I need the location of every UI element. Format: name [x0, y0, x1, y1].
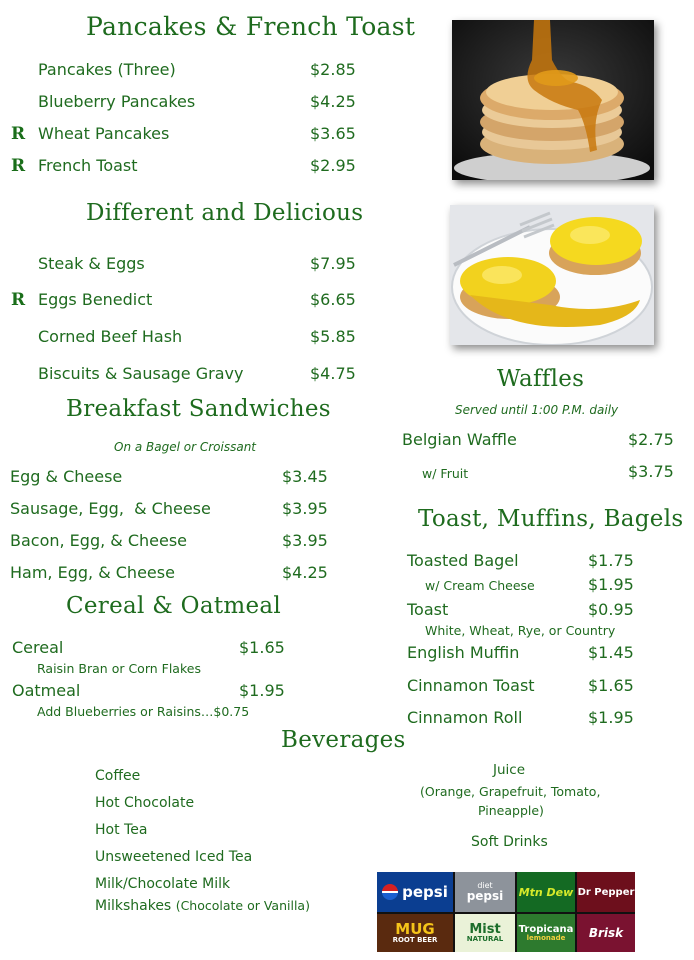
- menu-item-name: English Muffin: [407, 643, 520, 662]
- menu-item-price: $4.25: [282, 563, 328, 582]
- diet-pepsi-text: pepsi: [466, 889, 504, 903]
- menu-item-name: w/ Fruit: [422, 466, 469, 481]
- menu-item-price: $6.65: [310, 290, 356, 309]
- menu-item-price: $1.75: [588, 551, 634, 570]
- menu-item-price: $5.85: [310, 327, 356, 346]
- recommended-mark-icon: R: [11, 156, 26, 176]
- toast-heading: Toast, Muffins, Bagels: [418, 506, 684, 532]
- beverage-item: Coffee: [95, 768, 141, 784]
- eggs-benedict-photo: [450, 205, 654, 345]
- menu-item-price: $3.65: [310, 124, 356, 143]
- menu-item-name: Egg & Cheese: [10, 467, 123, 486]
- pepsi-globe-icon: [382, 884, 398, 900]
- menu-item-name: Cinnamon Toast: [407, 676, 535, 695]
- menu-item-name: Oatmeal: [12, 681, 81, 700]
- menu-item-name: Sausage, Egg, & Cheese: [10, 499, 211, 518]
- diet-pepsi-small-text: diet: [477, 881, 493, 890]
- menu-item-price: $7.95: [310, 254, 356, 273]
- menu-item-name: Pancakes (Three): [38, 60, 176, 79]
- menu-item-price: $2.75: [628, 430, 674, 449]
- menu-item-name: w/ Cream Cheese: [425, 578, 535, 593]
- menu-item-name: Biscuits & Sausage Gravy: [38, 364, 244, 383]
- beverage-item: Hot Chocolate: [95, 795, 195, 811]
- soda-logos-panel: [377, 872, 635, 952]
- menu-item-price: $3.95: [282, 531, 328, 550]
- menu-item-price: $3.75: [628, 462, 674, 481]
- menu-item-price: $1.45: [588, 643, 634, 662]
- menu-item-price: $3.45: [282, 467, 328, 486]
- menu-item-price: $2.95: [310, 156, 356, 175]
- recommended-mark-icon: R: [11, 124, 26, 144]
- mtn-dew-logo: Mtn Dew: [517, 872, 575, 912]
- diet-pepsi-logo: [455, 872, 515, 912]
- menu-item-name: Ham, Egg, & Cheese: [10, 563, 175, 582]
- mug-logo-text: MUG: [395, 920, 435, 938]
- menu-item-price: $4.75: [310, 364, 356, 383]
- menu-item-name: Wheat Pancakes: [38, 124, 170, 143]
- menu-item-price: $0.95: [588, 600, 634, 619]
- pancakes-photo: [452, 20, 654, 180]
- menu-item-price: $1.95: [588, 575, 634, 594]
- juice-detail: (Orange, Grapefruit, Tomato,: [420, 784, 601, 799]
- menu-item-name: Eggs Benedict: [38, 290, 153, 309]
- menu-item-name: Cinnamon Roll: [407, 708, 523, 727]
- brisk-logo: Brisk: [577, 914, 635, 952]
- juice-detail: Pineapple): [478, 803, 544, 818]
- sierra-mist-subtext: NATURAL: [466, 935, 504, 943]
- menu-item-detail: Add Blueberries or Raisins…$0.75: [37, 704, 250, 719]
- tropicana-logo: [517, 914, 575, 952]
- waffles-note: Served until 1:00 P.M. daily: [455, 403, 619, 417]
- menu-item-name: Steak & Eggs: [38, 254, 145, 273]
- menu-item-name: Corned Beef Hash: [38, 327, 183, 346]
- menu-item-name: Bacon, Egg, & Cheese: [10, 531, 188, 550]
- beverages-heading: Beverages: [281, 727, 406, 753]
- milkshakes-label: Milkshakes: [95, 898, 172, 914]
- menu-item-detail: Raisin Bran or Corn Flakes: [37, 661, 201, 676]
- milkshakes-note: (Chocolate or Vanilla): [175, 898, 310, 913]
- pepsi-logo: [377, 872, 453, 912]
- cereal-heading: Cereal & Oatmeal: [66, 593, 282, 619]
- menu-item-price: $1.65: [239, 638, 285, 657]
- beverage-item: [95, 898, 310, 914]
- pepsi-logo-text: pepsi: [402, 883, 448, 901]
- menu-item-name: Toasted Bagel: [407, 551, 519, 570]
- sandwiches-heading: Breakfast Sandwiches: [66, 396, 331, 422]
- pancakes-heading: Pancakes & French Toast: [86, 12, 416, 41]
- sierra-mist-text: Mist: [469, 922, 501, 937]
- menu-item-name: French Toast: [38, 156, 138, 175]
- soft-drinks-label: Soft Drinks: [471, 834, 548, 850]
- sierra-mist-logo: [455, 914, 515, 952]
- beverage-item: Hot Tea: [95, 822, 148, 838]
- different-heading: Different and Delicious: [86, 200, 364, 226]
- menu-item-name: Toast: [407, 600, 449, 619]
- menu-item-name: Cereal: [12, 638, 64, 657]
- menu-item-detail: White, Wheat, Rye, or Country: [425, 623, 616, 638]
- mug-logo-subtext: ROOT BEER: [392, 936, 438, 944]
- menu-item-price: $2.85: [310, 60, 356, 79]
- menu-item-name: Blueberry Pancakes: [38, 92, 196, 111]
- tropicana-text: Tropicana: [518, 923, 574, 935]
- menu-item-price: $1.65: [588, 676, 634, 695]
- tropicana-subtext: lemonade: [526, 933, 566, 942]
- juice-label: Juice: [493, 762, 526, 778]
- recommended-mark-icon: R: [11, 290, 26, 310]
- menu-item-price: $1.95: [588, 708, 634, 727]
- sandwiches-note: On a Bagel or Croissant: [114, 440, 257, 454]
- beverage-item: Unsweetened Iced Tea: [95, 849, 253, 865]
- menu-item-price: $1.95: [239, 681, 285, 700]
- menu-item-price: $3.95: [282, 499, 328, 518]
- mug-root-beer-logo: [377, 914, 453, 952]
- menu-item-name: Belgian Waffle: [402, 430, 517, 449]
- menu-item-price: $4.25: [310, 92, 356, 111]
- dr-pepper-logo: Dr Pepper: [577, 872, 635, 912]
- beverage-item: Milk/Chocolate Milk: [95, 876, 231, 892]
- waffles-heading: Waffles: [497, 366, 585, 392]
